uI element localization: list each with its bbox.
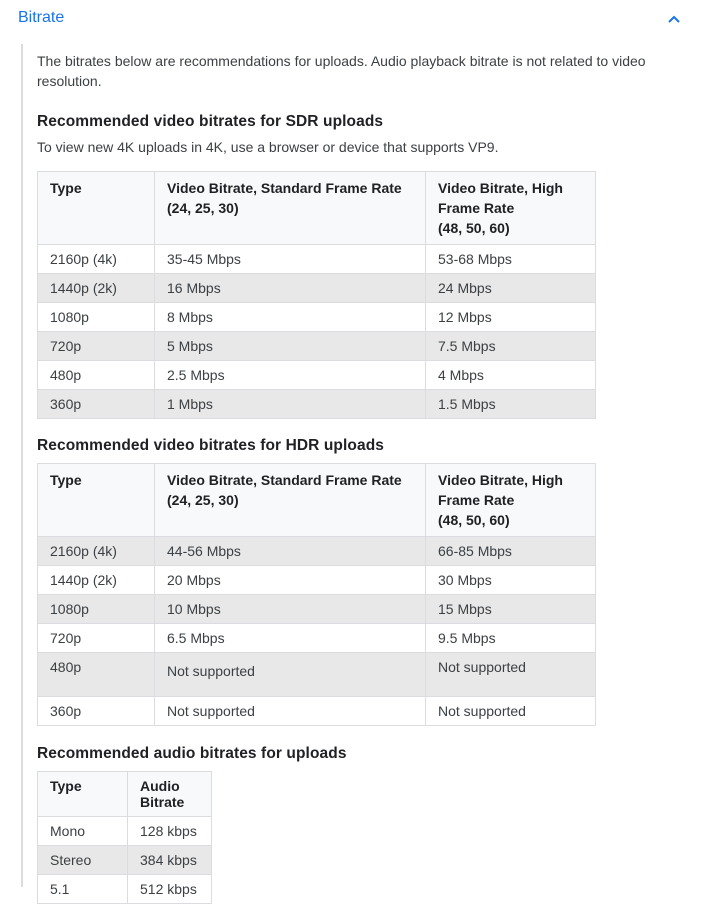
cell-type: Stereo [38, 846, 128, 875]
column-header-high-frame-rate: Video Bitrate, High Frame Rate (48, 50, 60) [426, 464, 596, 537]
cell-type: 1080p [38, 303, 155, 332]
cell-type: 720p [38, 624, 155, 653]
audio-bitrate-table [37, 771, 212, 904]
table-row [38, 875, 212, 904]
bitrate-section-header[interactable] [0, 0, 711, 38]
section-title[interactable]: Bitrate [18, 9, 65, 26]
table-row [38, 332, 596, 361]
sdr-note: To view new 4K uploads in 4K, use a browser or device that supports VP9. [37, 139, 499, 155]
cell-type: 1080p [38, 595, 155, 624]
column-header-audio-bitrate: Audio Bitrate [128, 772, 212, 817]
table-row [38, 817, 212, 846]
cell-high: 9.5 Mbps [426, 624, 596, 653]
cell-type: 360p [38, 390, 155, 419]
cell-standard: 1 Mbps [155, 390, 426, 419]
sdr-bitrate-table [37, 171, 596, 419]
cell-type: 720p [38, 332, 155, 361]
table-row [38, 390, 596, 419]
column-header-standard-frame-rate: Video Bitrate, Standard Frame Rate (24, 25, 30) [155, 172, 426, 245]
cell-high: Not supported [426, 653, 596, 697]
cell-type: Mono [38, 817, 128, 846]
column-header-standard-frame-rate: Video Bitrate, Standard Frame Rate (24, 25, 30) [155, 464, 426, 537]
cell-high: 15 Mbps [426, 595, 596, 624]
sdr-heading: Recommended video bitrates for SDR uploads [37, 113, 384, 130]
hdr-heading: Recommended video bitrates for HDR uploads [37, 437, 384, 454]
cell-standard: Not supported [155, 653, 426, 697]
cell-type: 2160p (4k) [38, 245, 155, 274]
table-row [38, 361, 596, 390]
cell-type: 1440p (2k) [38, 274, 155, 303]
cell-standard: 2.5 Mbps [155, 361, 426, 390]
column-header-type: Type [38, 464, 155, 537]
cell-high: 12 Mbps [426, 303, 596, 332]
cell-standard: 44-56 Mbps [155, 537, 426, 566]
table-row [38, 653, 596, 697]
intro-text: The bitrates below are recommendations for uploads. Audio playback bitrate is not related to video resolution. [37, 53, 646, 89]
cell-type: 360p [38, 697, 155, 726]
cell-standard: Not supported [155, 697, 426, 726]
cell-standard: 20 Mbps [155, 566, 426, 595]
column-header-type: Type [38, 172, 155, 245]
table-row [38, 245, 596, 274]
cell-bitrate: 384 kbps [128, 846, 212, 875]
column-header-type: Type [38, 772, 128, 817]
cell-high: 1.5 Mbps [426, 390, 596, 419]
cell-high: 66-85 Mbps [426, 537, 596, 566]
cell-type: 5.1 [38, 875, 128, 904]
audio-heading: Recommended audio bitrates for uploads [37, 745, 347, 762]
cell-standard: 8 Mbps [155, 303, 426, 332]
table-row [38, 697, 596, 726]
cell-high: 7.5 Mbps [426, 332, 596, 361]
cell-high: 30 Mbps [426, 566, 596, 595]
cell-high: 53-68 Mbps [426, 245, 596, 274]
cell-standard: 5 Mbps [155, 332, 426, 361]
table-row [38, 274, 596, 303]
cell-type: 480p [38, 361, 155, 390]
section-rail [21, 44, 23, 887]
hdr-bitrate-table [37, 463, 596, 726]
cell-standard: 16 Mbps [155, 274, 426, 303]
cell-type: 480p [38, 653, 155, 697]
table-row [38, 595, 596, 624]
table-header-row [38, 172, 596, 245]
table-row [38, 566, 596, 595]
cell-bitrate: 128 kbps [128, 817, 212, 846]
cell-standard: 6.5 Mbps [155, 624, 426, 653]
table-row [38, 846, 212, 875]
cell-high: 24 Mbps [426, 274, 596, 303]
cell-high: Not supported [426, 697, 596, 726]
cell-standard: 35-45 Mbps [155, 245, 426, 274]
column-header-high-frame-rate: Video Bitrate, High Frame Rate (48, 50, 60) [426, 172, 596, 245]
table-row [38, 537, 596, 566]
cell-high: 4 Mbps [426, 361, 596, 390]
table-row [38, 303, 596, 332]
cell-type: 1440p (2k) [38, 566, 155, 595]
table-header-row [38, 464, 596, 537]
table-row [38, 624, 596, 653]
cell-bitrate: 512 kbps [128, 875, 212, 904]
cell-type: 2160p (4k) [38, 537, 155, 566]
cell-standard: 10 Mbps [155, 595, 426, 624]
table-header-row [38, 772, 212, 817]
chevron-up-icon[interactable] [666, 12, 682, 26]
